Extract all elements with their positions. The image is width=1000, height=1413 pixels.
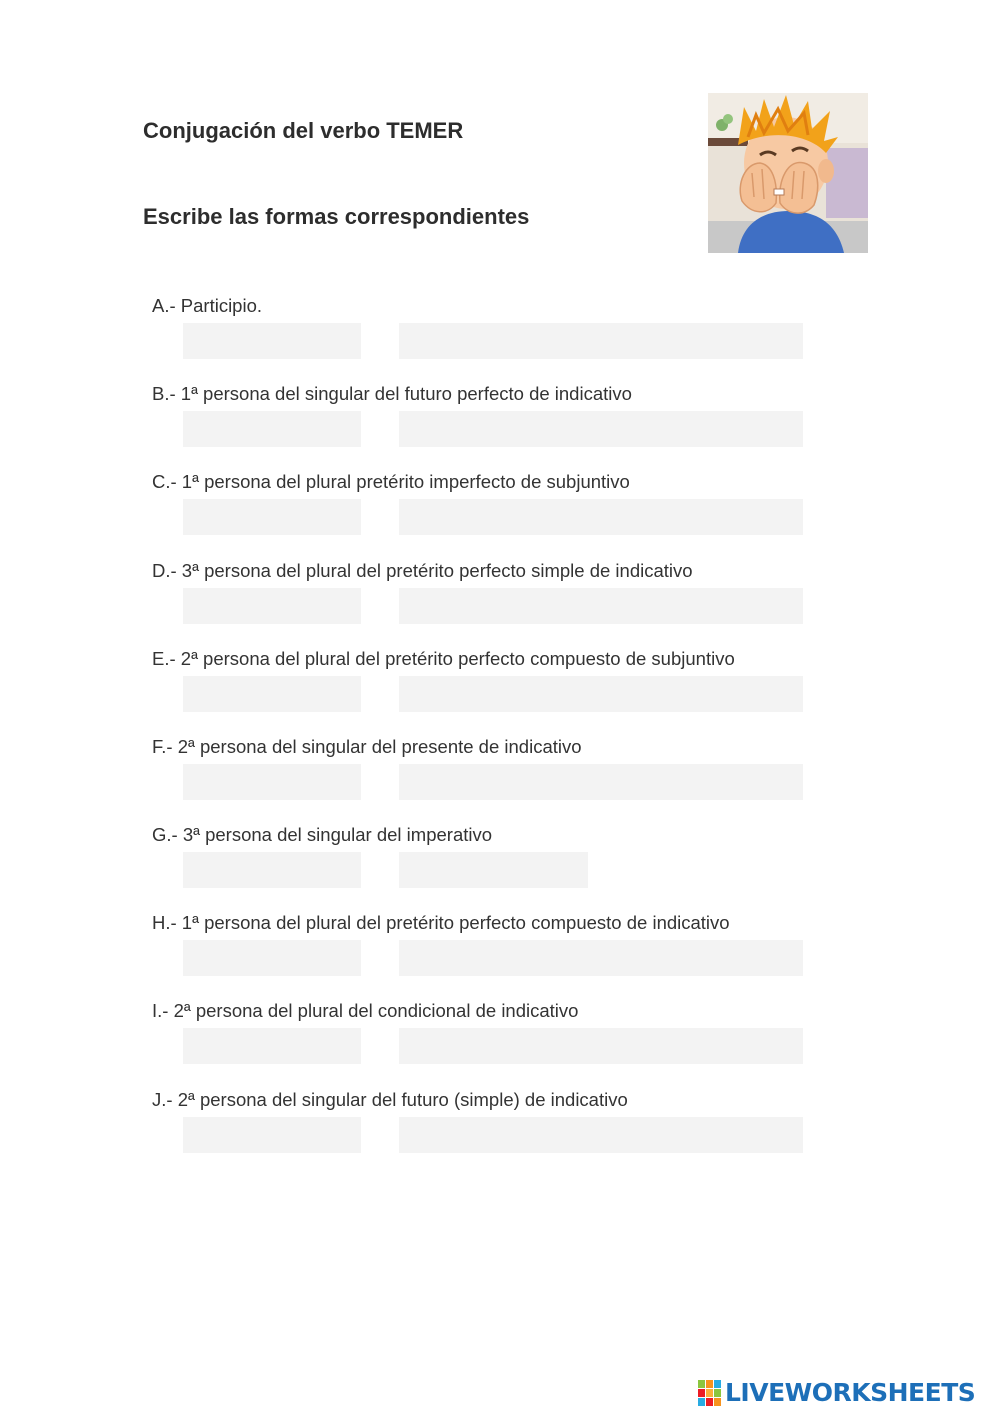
answer-input-long[interactable]: [399, 411, 803, 447]
answer-input-long[interactable]: [399, 940, 803, 976]
answer-input-long[interactable]: [399, 323, 803, 359]
answer-input-short[interactable]: [183, 323, 361, 359]
question-e: [152, 648, 852, 728]
question-f: [152, 736, 852, 816]
question-d: [152, 560, 852, 640]
answer-input-long[interactable]: [399, 764, 803, 800]
question-label: F.- 2ª persona del singular del presente de indicativo: [152, 736, 582, 757]
question-label: A.- Participio.: [152, 295, 263, 316]
answer-input-short[interactable]: [183, 1117, 361, 1153]
question-label: B.- 1ª persona del singular del futuro perfecto de indicativo: [152, 383, 632, 404]
answer-input-long[interactable]: [399, 1117, 803, 1153]
scared-boy-illustration: [708, 93, 868, 253]
question-g: [152, 824, 852, 904]
question-label: H.- 1ª persona del plural del pretérito perfecto compuesto de indicativo: [152, 912, 730, 933]
answer-input-long[interactable]: [399, 1028, 803, 1064]
answer-input-long[interactable]: [399, 499, 803, 535]
question-label: E.- 2ª persona del plural del pretérito perfecto compuesto de subjuntivo: [152, 648, 735, 669]
answer-input-short[interactable]: [183, 1028, 361, 1064]
question-i: [152, 1000, 852, 1080]
question-a: [152, 295, 852, 375]
question-label: D.- 3ª persona del plural del pretérito perfecto simple de indicativo: [152, 560, 693, 581]
answer-input-short[interactable]: [183, 499, 361, 535]
answer-input-long[interactable]: [399, 588, 803, 624]
liveworksheets-logo-icon: [698, 1380, 722, 1406]
answer-input-long[interactable]: [399, 852, 588, 888]
question-label: J.- 2ª persona del singular del futuro (simple) de indicativo: [152, 1089, 628, 1110]
question-label: I.- 2ª persona del plural del condicional de indicativo: [152, 1000, 579, 1021]
question-label: G.- 3ª persona del singular del imperativo: [152, 824, 493, 845]
worksheet-subtitle: Escribe las formas correspondientes: [143, 204, 530, 229]
brand-name: LIVEWORKSHEETS: [725, 1378, 976, 1407]
answer-input-short[interactable]: [183, 676, 361, 712]
answer-input-short[interactable]: [183, 588, 361, 624]
question-b: [152, 383, 852, 463]
answer-input-long[interactable]: [399, 676, 803, 712]
answer-input-short[interactable]: [183, 764, 361, 800]
answer-input-short[interactable]: [183, 940, 361, 976]
question-c: [152, 471, 852, 551]
answer-input-short[interactable]: [183, 852, 361, 888]
worksheet-title: Conjugación del verbo TEMER: [143, 118, 464, 143]
question-label: C.- 1ª persona del plural pretérito imperfecto de subjuntivo: [152, 471, 630, 492]
question-j: [152, 1089, 852, 1169]
answer-input-short[interactable]: [183, 411, 361, 447]
liveworksheets-logo: [698, 1378, 975, 1408]
question-h: [152, 912, 852, 992]
